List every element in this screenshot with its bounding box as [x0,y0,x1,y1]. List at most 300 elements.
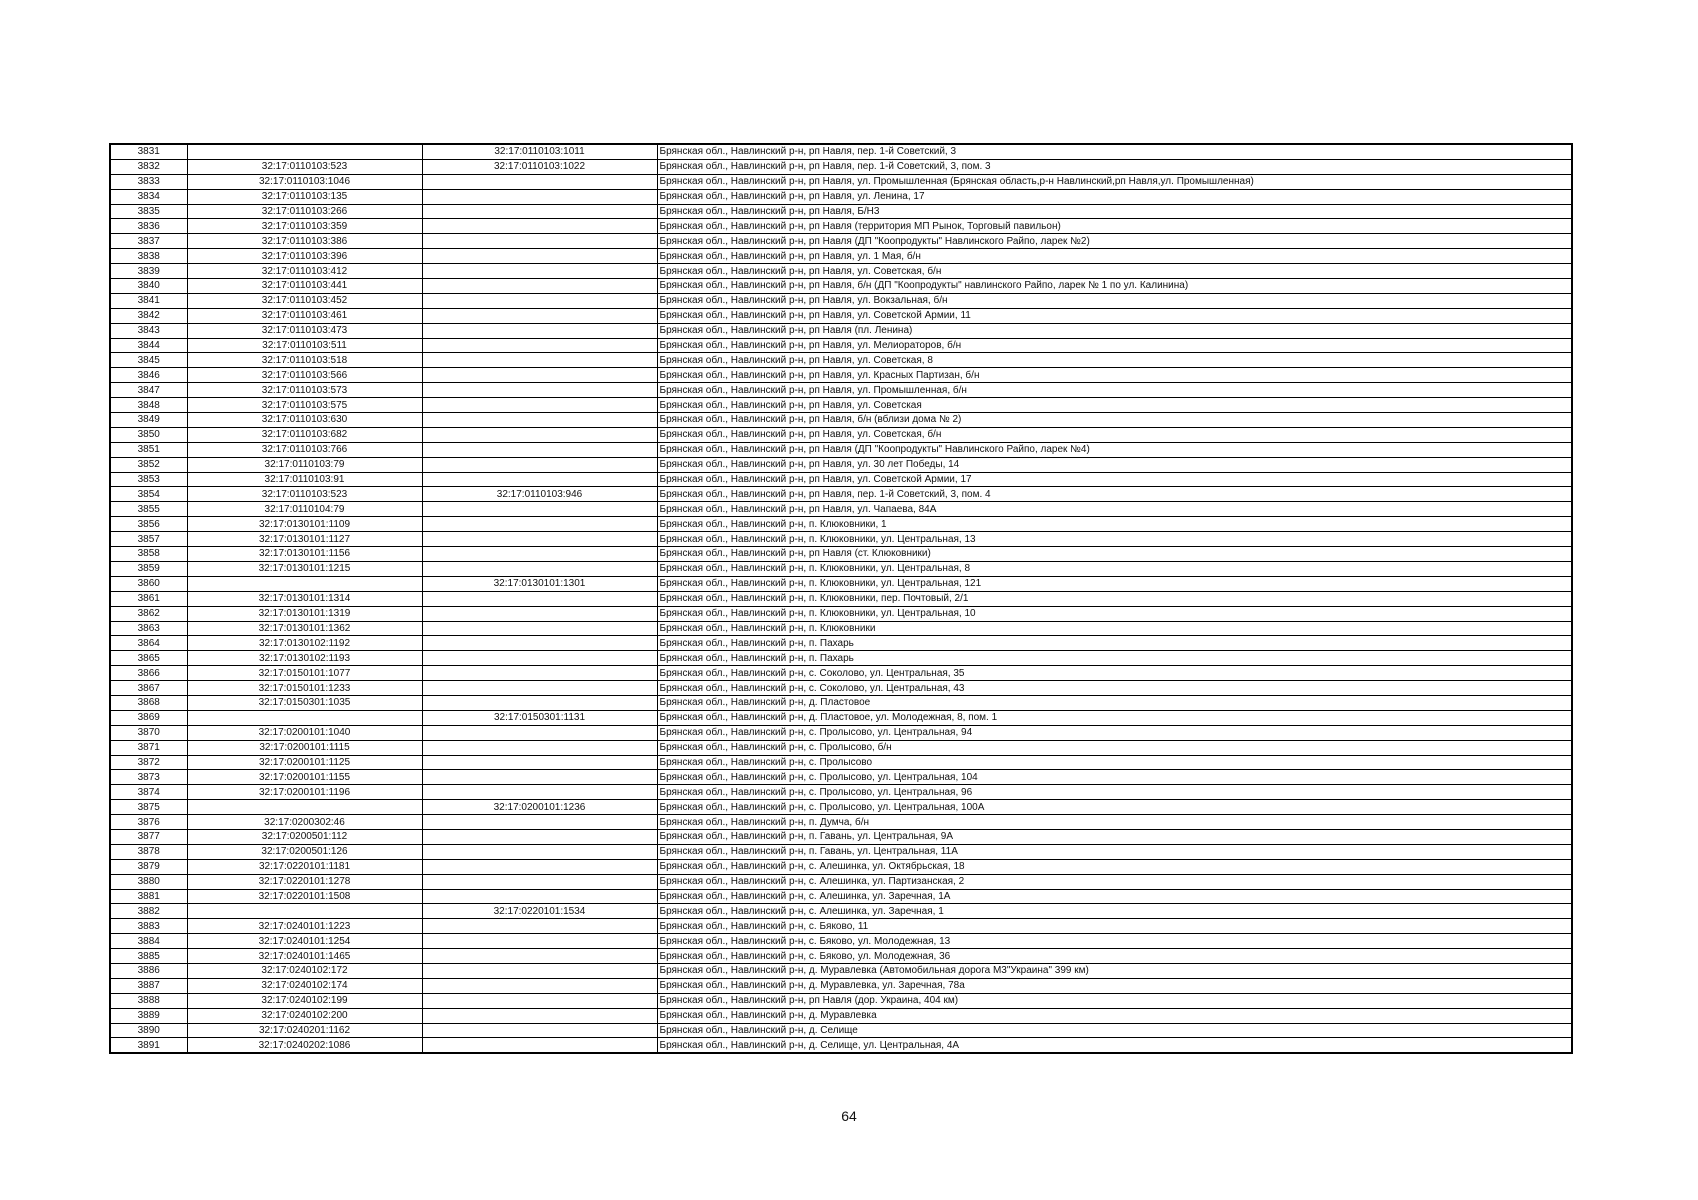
cadastral-number-cell: 32:17:0110103:518 [187,353,422,368]
address-cell: Брянская обл., Навлинский р-н, рп Навля, ул. Промышленная (Брянская область,р-н Навлинский,рп Навля,ул. Промышленная) [657,174,1572,189]
address-cell: Брянская обл., Навлинский р-н, рп Навля, ул. Вокзальная, б/н [657,293,1572,308]
row-number-cell: 3886 [110,963,187,978]
table-row [110,1023,1572,1038]
cadastral-number-cell [187,710,422,725]
table-row [110,681,1572,696]
cadastral-number-cell: 32:17:0130102:1193 [187,651,422,666]
parent-cadastral-cell [422,368,657,383]
cadastral-number-cell: 32:17:0130101:1127 [187,532,422,547]
table-row [110,651,1572,666]
cadastral-number-cell: 32:17:0220101:1278 [187,874,422,889]
parent-cadastral-cell [422,547,657,562]
parent-cadastral-cell [422,695,657,710]
table-row [110,323,1572,338]
address-cell: Брянская обл., Навлинский р-н, д. Селище [657,1023,1572,1038]
address-cell: Брянская обл., Навлинский р-н, с. Пролысово, ул. Центральная, 100А [657,800,1572,815]
table-row [110,978,1572,993]
parent-cadastral-cell [422,606,657,621]
table-body [110,144,1572,1053]
address-cell: Брянская обл., Навлинский р-н, рп Навля, пер. 1-й Советский, 3, пом. 4 [657,487,1572,502]
parent-cadastral-cell: 32:17:0130101:1301 [422,576,657,591]
parent-cadastral-cell [422,234,657,249]
row-number-cell: 3848 [110,398,187,413]
address-cell: Брянская обл., Навлинский р-н, п. Клюковники, ул. Центральная, 10 [657,606,1572,621]
address-cell: Брянская обл., Навлинский р-н, д. Муравлевка, ул. Заречная, 78а [657,978,1572,993]
table-row [110,621,1572,636]
parent-cadastral-cell: 32:17:0150301:1131 [422,710,657,725]
row-number-cell: 3880 [110,874,187,889]
address-cell: Брянская обл., Навлинский р-н, рп Навля, ул. Красных Партизан, б/н [657,368,1572,383]
cadastral-number-cell: 32:17:0240102:172 [187,963,422,978]
row-number-cell: 3891 [110,1038,187,1053]
cadastral-number-cell: 32:17:0240102:200 [187,1008,422,1023]
row-number-cell: 3836 [110,219,187,234]
parent-cadastral-cell [422,517,657,532]
parent-cadastral-cell [422,189,657,204]
cadastral-number-cell: 32:17:0110103:566 [187,368,422,383]
address-cell: Брянская обл., Навлинский р-н, д. Муравлевка (Автомобильная дорога М3"Украина" 399 км) [657,963,1572,978]
table-row [110,904,1572,919]
cadastral-number-cell [187,800,422,815]
cadastral-number-cell: 32:17:0110103:523 [187,487,422,502]
parent-cadastral-cell [422,1023,657,1038]
cadastral-number-cell: 32:17:0110103:452 [187,293,422,308]
parent-cadastral-cell [422,591,657,606]
row-number-cell: 3878 [110,844,187,859]
table-row [110,785,1572,800]
cadastral-number-cell: 32:17:0240102:174 [187,978,422,993]
table-row [110,770,1572,785]
address-cell: Брянская обл., Навлинский р-н, с. Алешинка, ул. Заречная, 1 [657,904,1572,919]
parent-cadastral-cell [422,770,657,785]
address-cell: Брянская обл., Навлинский р-н, рп Навля (ДП "Коопродукты" Навлинского Райпо, ларек №4) [657,442,1572,457]
address-cell: Брянская обл., Навлинский р-н, с. Пролысово, ул. Центральная, 104 [657,770,1572,785]
address-cell: Брянская обл., Навлинский р-н, с. Алешинка, ул. Заречная, 1А [657,889,1572,904]
table-row [110,219,1572,234]
parent-cadastral-cell [422,993,657,1008]
row-number-cell: 3890 [110,1023,187,1038]
cadastral-number-cell: 32:17:0110103:396 [187,249,422,264]
page-number: 64 [841,1108,857,1124]
cadastral-number-cell: 32:17:0130101:1319 [187,606,422,621]
address-cell: Брянская обл., Навлинский р-н, рп Навля, ул. 30 лет Победы, 14 [657,457,1572,472]
table-row [110,829,1572,844]
address-cell: Брянская обл., Навлинский р-н, п. Гавань, ул. Центральная, 11А [657,844,1572,859]
cadastral-number-cell: 32:17:0240102:199 [187,993,422,1008]
table-row [110,606,1572,621]
row-number-cell: 3850 [110,427,187,442]
address-cell: Брянская обл., Навлинский р-н, п. Клюковники, пер. Почтовый, 2/1 [657,591,1572,606]
parent-cadastral-cell [422,1038,657,1053]
row-number-cell: 3889 [110,1008,187,1023]
row-number-cell: 3849 [110,413,187,428]
parent-cadastral-cell [422,383,657,398]
parent-cadastral-cell [422,398,657,413]
parent-cadastral-cell [422,889,657,904]
cadastral-number-cell: 32:17:0110103:135 [187,189,422,204]
table-row [110,725,1572,740]
address-cell: Брянская обл., Навлинский р-н, с. Алешинка, ул. Октябрьская, 18 [657,859,1572,874]
address-cell: Брянская обл., Навлинский р-н, п. Клюковники, ул. Центральная, 121 [657,576,1572,591]
address-cell: Брянская обл., Навлинский р-н, рп Навля, пер. 1-й Советский, 3, пом. 3 [657,159,1572,174]
parent-cadastral-cell: 32:17:0110103:946 [422,487,657,502]
cadastral-number-cell: 32:17:0200101:1155 [187,770,422,785]
parent-cadastral-cell [422,725,657,740]
parent-cadastral-cell [422,561,657,576]
row-number-cell: 3873 [110,770,187,785]
parent-cadastral-cell [422,934,657,949]
parent-cadastral-cell [422,308,657,323]
cadastral-number-cell: 32:17:0200101:1125 [187,755,422,770]
row-number-cell: 3840 [110,279,187,294]
table-row [110,532,1572,547]
parent-cadastral-cell [422,785,657,800]
table-row [110,889,1572,904]
row-number-cell: 3846 [110,368,187,383]
parent-cadastral-cell [422,1008,657,1023]
row-number-cell: 3863 [110,621,187,636]
table-row [110,919,1572,934]
address-cell: Брянская обл., Навлинский р-н, с. Бяково, ул. Молодежная, 36 [657,949,1572,964]
row-number-cell: 3876 [110,815,187,830]
address-cell: Брянская обл., Навлинский р-н, с. Пролысово [657,755,1572,770]
row-number-cell: 3841 [110,293,187,308]
parent-cadastral-cell [422,502,657,517]
table-row [110,249,1572,264]
row-number-cell: 3847 [110,383,187,398]
table-row [110,174,1572,189]
cadastral-number-cell [187,576,422,591]
table-row [110,144,1572,159]
cadastral-number-cell: 32:17:0130101:1215 [187,561,422,576]
parent-cadastral-cell [422,651,657,666]
address-cell: Брянская обл., Навлинский р-н, п. Клюковники, 1 [657,517,1572,532]
cadastral-number-cell: 32:17:0110103:386 [187,234,422,249]
cadastral-number-cell [187,144,422,159]
cadastral-table [109,143,1573,1054]
address-cell: Брянская обл., Навлинский р-н, с. Бяково, ул. Молодежная, 13 [657,934,1572,949]
row-number-cell: 3859 [110,561,187,576]
parent-cadastral-cell: 32:17:0200101:1236 [422,800,657,815]
parent-cadastral-cell [422,323,657,338]
table-row [110,800,1572,815]
row-number-cell: 3870 [110,725,187,740]
row-number-cell: 3855 [110,502,187,517]
address-cell: Брянская обл., Навлинский р-н, д. Муравлевка [657,1008,1572,1023]
address-cell: Брянская обл., Навлинский р-н, с. Бяково, 11 [657,919,1572,934]
row-number-cell: 3856 [110,517,187,532]
row-number-cell: 3882 [110,904,187,919]
table-row [110,576,1572,591]
row-number-cell: 3862 [110,606,187,621]
table-row [110,353,1572,368]
row-number-cell: 3854 [110,487,187,502]
row-number-cell: 3885 [110,949,187,964]
row-number-cell: 3837 [110,234,187,249]
address-cell: Брянская обл., Навлинский р-н, рп Навля (дор. Украина, 404 км) [657,993,1572,1008]
parent-cadastral-cell [422,963,657,978]
cadastral-number-cell: 32:17:0110103:441 [187,279,422,294]
table-row [110,413,1572,428]
address-cell: Брянская обл., Навлинский р-н, рп Навля, ул. Советская, б/н [657,427,1572,442]
row-number-cell: 3852 [110,457,187,472]
table-row [110,279,1572,294]
table-row [110,666,1572,681]
cadastral-number-cell: 32:17:0110103:573 [187,383,422,398]
row-number-cell: 3864 [110,636,187,651]
row-number-cell: 3879 [110,859,187,874]
row-number-cell: 3861 [110,591,187,606]
parent-cadastral-cell [422,636,657,651]
parent-cadastral-cell: 32:17:0110103:1022 [422,159,657,174]
cadastral-number-cell: 32:17:0240101:1223 [187,919,422,934]
row-number-cell: 3881 [110,889,187,904]
address-cell: Брянская обл., Навлинский р-н, рп Навля, ул. Ленина, 17 [657,189,1572,204]
table-row [110,234,1572,249]
parent-cadastral-cell [422,204,657,219]
cadastral-number-cell: 32:17:0130101:1362 [187,621,422,636]
address-cell: Брянская обл., Навлинский р-н, рп Навля (территория МП Рынок, Торговый павильон) [657,219,1572,234]
cadastral-number-cell: 32:17:0110103:79 [187,457,422,472]
cadastral-number-cell: 32:17:0240201:1162 [187,1023,422,1038]
address-cell: Брянская обл., Навлинский р-н, рп Навля, пер. 1-й Советский, 3 [657,144,1572,159]
row-number-cell: 3834 [110,189,187,204]
parent-cadastral-cell [422,413,657,428]
address-cell: Брянская обл., Навлинский р-н, рп Навля (ст. Клюковники) [657,547,1572,562]
table-row [110,204,1572,219]
parent-cadastral-cell [422,338,657,353]
table-row [110,442,1572,457]
parent-cadastral-cell [422,815,657,830]
cadastral-number-cell: 32:17:0110103:575 [187,398,422,413]
parent-cadastral-cell [422,919,657,934]
parent-cadastral-cell [422,457,657,472]
table-row [110,472,1572,487]
address-cell: Брянская обл., Навлинский р-н, п. Пахарь [657,651,1572,666]
table-row [110,159,1572,174]
row-number-cell: 3868 [110,695,187,710]
parent-cadastral-cell [422,279,657,294]
table-row [110,427,1572,442]
table-row [110,517,1572,532]
cadastral-number-cell: 32:17:0110103:461 [187,308,422,323]
table-row [110,1008,1572,1023]
parent-cadastral-cell [422,829,657,844]
table-row [110,859,1572,874]
row-number-cell: 3860 [110,576,187,591]
address-cell: Брянская обл., Навлинский р-н, с. Алешинка, ул. Партизанская, 2 [657,874,1572,889]
parent-cadastral-cell [422,666,657,681]
cadastral-number-cell: 32:17:0110103:523 [187,159,422,174]
table-row [110,844,1572,859]
table-row [110,963,1572,978]
row-number-cell: 3845 [110,353,187,368]
cadastral-number-cell: 32:17:0150101:1233 [187,681,422,696]
address-cell: Брянская обл., Навлинский р-н, рп Навля, ул. Мелиораторов, б/н [657,338,1572,353]
table-row [110,934,1572,949]
parent-cadastral-cell [422,472,657,487]
cadastral-number-cell: 32:17:0130102:1192 [187,636,422,651]
table-row [110,264,1572,279]
parent-cadastral-cell [422,174,657,189]
address-cell: Брянская обл., Навлинский р-н, рп Навля, ул. Чапаева, 84А [657,502,1572,517]
address-cell: Брянская обл., Навлинский р-н, рп Навля (пл. Ленина) [657,323,1572,338]
row-number-cell: 3887 [110,978,187,993]
parent-cadastral-cell [422,978,657,993]
table-row [110,561,1572,576]
address-cell: Брянская обл., Навлинский р-н, рп Навля, ул. 1 Мая, б/н [657,249,1572,264]
address-cell: Брянская обл., Навлинский р-н, рп Навля, ул. Советской Армии, 17 [657,472,1572,487]
cadastral-number-cell: 32:17:0200501:126 [187,844,422,859]
address-cell: Брянская обл., Навлинский р-н, п. Клюковники, ул. Центральная, 8 [657,561,1572,576]
cadastral-number-cell: 32:17:0220101:1181 [187,859,422,874]
table-row [110,308,1572,323]
parent-cadastral-cell: 32:17:0220101:1534 [422,904,657,919]
parent-cadastral-cell [422,219,657,234]
address-cell: Брянская обл., Навлинский р-н, п. Клюковники, ул. Центральная, 13 [657,532,1572,547]
row-number-cell: 3875 [110,800,187,815]
row-number-cell: 3838 [110,249,187,264]
address-cell: Брянская обл., Навлинский р-н, п. Гавань, ул. Центральная, 9А [657,829,1572,844]
address-cell: Брянская обл., Навлинский р-н, д. Селище, ул. Центральная, 4А [657,1038,1572,1053]
parent-cadastral-cell [422,532,657,547]
table-row [110,740,1572,755]
address-cell: Брянская обл., Навлинский р-н, п. Клюковники [657,621,1572,636]
row-number-cell: 3831 [110,144,187,159]
address-cell: Брянская обл., Навлинский р-н, рп Навля, ул. Советской Армии, 11 [657,308,1572,323]
cadastral-number-cell: 32:17:0240101:1465 [187,949,422,964]
row-number-cell: 3866 [110,666,187,681]
cadastral-number-cell [187,904,422,919]
parent-cadastral-cell [422,621,657,636]
table-row [110,755,1572,770]
parent-cadastral-cell [422,874,657,889]
parent-cadastral-cell [422,293,657,308]
cadastral-number-cell: 32:17:0110103:91 [187,472,422,487]
table-row [110,1038,1572,1053]
address-cell: Брянская обл., Навлинский р-н, д. Пластовое, ул. Молодежная, 8, пом. 1 [657,710,1572,725]
table-row [110,368,1572,383]
parent-cadastral-cell [422,740,657,755]
table-row [110,695,1572,710]
row-number-cell: 3888 [110,993,187,1008]
address-cell: Брянская обл., Навлинский р-н, с. Соколово, ул. Центральная, 43 [657,681,1572,696]
parent-cadastral-cell [422,844,657,859]
row-number-cell: 3871 [110,740,187,755]
cadastral-number-cell: 32:17:0150301:1035 [187,695,422,710]
cadastral-number-cell: 32:17:0240202:1086 [187,1038,422,1053]
cadastral-number-cell: 32:17:0110103:266 [187,204,422,219]
table-row [110,383,1572,398]
address-cell: Брянская обл., Навлинский р-н, рп Навля, ул. Советская, б/н [657,264,1572,279]
cadastral-number-cell: 32:17:0200101:1040 [187,725,422,740]
parent-cadastral-cell [422,353,657,368]
parent-cadastral-cell [422,859,657,874]
cadastral-number-cell: 32:17:0200302:46 [187,815,422,830]
row-number-cell: 3842 [110,308,187,323]
table-row [110,591,1572,606]
row-number-cell: 3884 [110,934,187,949]
cadastral-number-cell: 32:17:0150101:1077 [187,666,422,681]
cadastral-number-cell: 32:17:0130101:1314 [187,591,422,606]
row-number-cell: 3835 [110,204,187,219]
row-number-cell: 3858 [110,547,187,562]
row-number-cell: 3851 [110,442,187,457]
row-number-cell: 3867 [110,681,187,696]
table-row [110,949,1572,964]
cadastral-number-cell: 32:17:0110103:473 [187,323,422,338]
row-number-cell: 3844 [110,338,187,353]
cadastral-number-cell: 32:17:0110104:79 [187,502,422,517]
cadastral-number-cell: 32:17:0110103:766 [187,442,422,457]
cadastral-number-cell: 32:17:0110103:412 [187,264,422,279]
row-number-cell: 3833 [110,174,187,189]
address-cell: Брянская обл., Навлинский р-н, с. Пролысово, ул. Центральная, 96 [657,785,1572,800]
cadastral-number-cell: 32:17:0110103:1046 [187,174,422,189]
table-row [110,338,1572,353]
table-row [110,815,1572,830]
cadastral-number-cell: 32:17:0130101:1156 [187,547,422,562]
table-row [110,293,1572,308]
table-row [110,457,1572,472]
address-cell: Брянская обл., Навлинский р-н, с. Пролысово, б/н [657,740,1572,755]
cadastral-number-cell: 32:17:0200501:112 [187,829,422,844]
parent-cadastral-cell [422,442,657,457]
address-cell: Брянская обл., Навлинский р-н, д. Пластовое [657,695,1572,710]
row-number-cell: 3832 [110,159,187,174]
table-row [110,398,1572,413]
row-number-cell: 3839 [110,264,187,279]
cadastral-number-cell: 32:17:0110103:682 [187,427,422,442]
table-row [110,710,1572,725]
address-cell: Брянская обл., Навлинский р-н, рп Навля, Б/Н3 [657,204,1572,219]
row-number-cell: 3853 [110,472,187,487]
parent-cadastral-cell [422,949,657,964]
address-cell: Брянская обл., Навлинский р-н, п. Думча, б/н [657,815,1572,830]
table-row [110,487,1572,502]
row-number-cell: 3877 [110,829,187,844]
cadastral-number-cell: 32:17:0200101:1196 [187,785,422,800]
address-cell: Брянская обл., Навлинский р-н, рп Навля, б/н (вблизи дома № 2) [657,413,1572,428]
parent-cadastral-cell [422,755,657,770]
address-cell: Брянская обл., Навлинский р-н, рп Навля, ул. Промышленная, б/н [657,383,1572,398]
address-cell: Брянская обл., Навлинский р-н, с. Пролысово, ул. Центральная, 94 [657,725,1572,740]
parent-cadastral-cell [422,427,657,442]
row-number-cell: 3883 [110,919,187,934]
row-number-cell: 3869 [110,710,187,725]
table-row [110,993,1572,1008]
table-row [110,189,1572,204]
parent-cadastral-cell [422,264,657,279]
cadastral-number-cell: 32:17:0220101:1508 [187,889,422,904]
address-cell: Брянская обл., Навлинский р-н, с. Соколово, ул. Центральная, 35 [657,666,1572,681]
cadastral-number-cell: 32:17:0240101:1254 [187,934,422,949]
cadastral-number-cell: 32:17:0110103:511 [187,338,422,353]
row-number-cell: 3865 [110,651,187,666]
row-number-cell: 3857 [110,532,187,547]
row-number-cell: 3874 [110,785,187,800]
address-cell: Брянская обл., Навлинский р-н, рп Навля, ул. Советская [657,398,1572,413]
parent-cadastral-cell [422,249,657,264]
cadastral-number-cell: 32:17:0110103:359 [187,219,422,234]
table-row [110,502,1572,517]
cadastral-number-cell: 32:17:0110103:630 [187,413,422,428]
address-cell: Брянская обл., Навлинский р-н, п. Пахарь [657,636,1572,651]
cadastral-number-cell: 32:17:0130101:1109 [187,517,422,532]
address-cell: Брянская обл., Навлинский р-н, рп Навля, ул. Советская, 8 [657,353,1572,368]
parent-cadastral-cell [422,681,657,696]
address-cell: Брянская обл., Навлинский р-н, рп Навля, б/н (ДП "Коопродукты" навлинского Райпо, ларек № 1 по ул. Калинина) [657,279,1572,294]
